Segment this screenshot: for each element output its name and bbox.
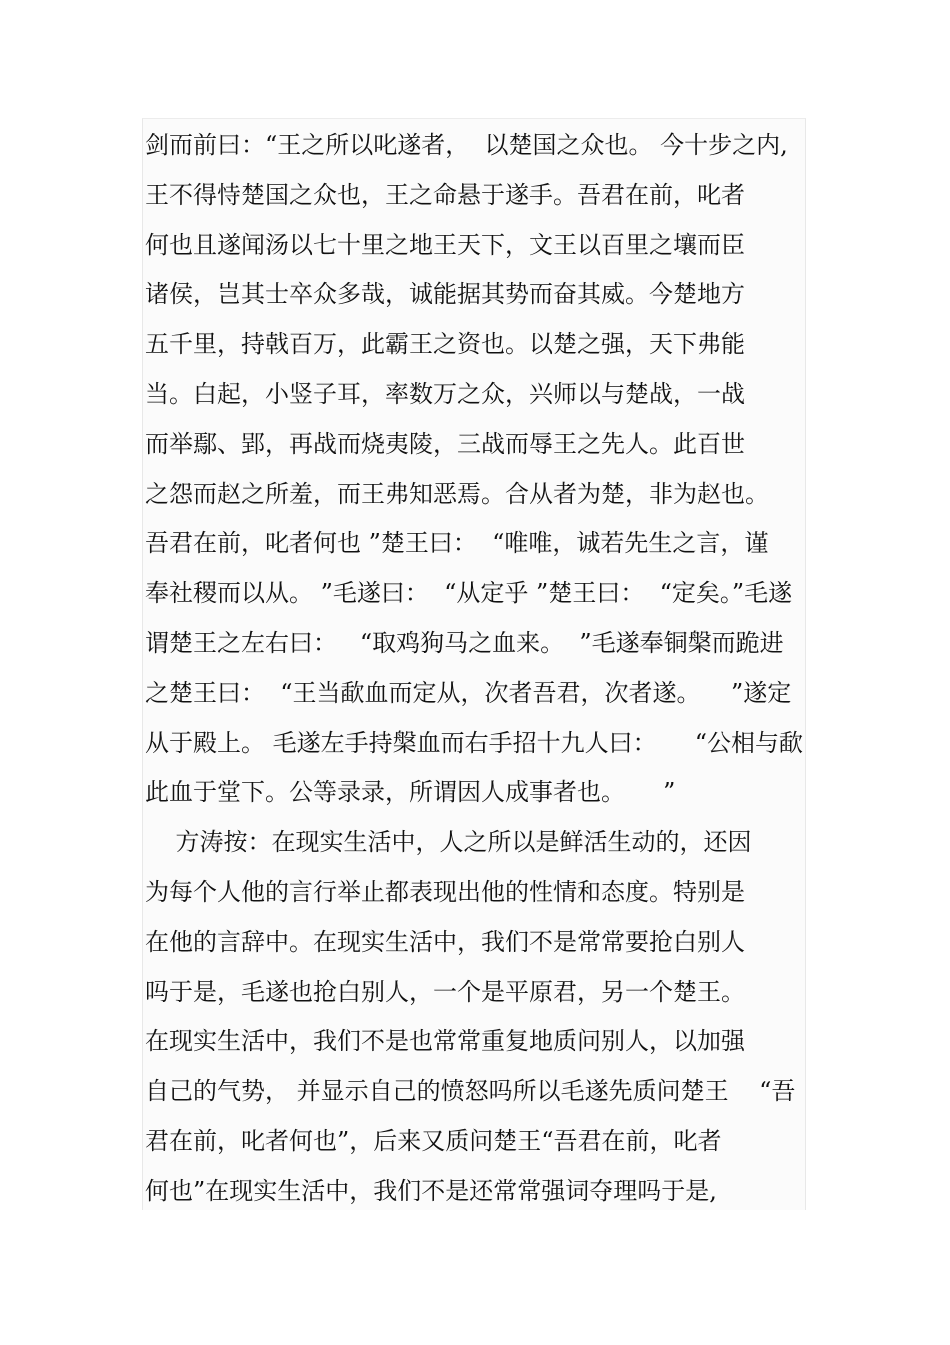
text-line: 吾君在前，叱者何也 ”楚王曰： “唯唯，诚若先生之言，谨: [145, 529, 769, 558]
text-line: 方涛按：在现实生活中，人之所以是鲜活生动的，还因: [145, 828, 752, 857]
text-line: 当。白起，小竖子耳，率数万之众，兴师以与楚战，一战: [145, 379, 745, 408]
text-line: 在现实生活中，我们不是也常常重复地质问别人，以加强: [145, 1027, 745, 1056]
document-body: [145, 121, 805, 1217]
text-line: 诸侯，岂其士卒众多哉，诚能据其势而奋其威。今楚地方: [145, 280, 745, 309]
text-line: 为每个人他的言行举止都表现出他的性情和态度。特别是: [145, 877, 745, 906]
text-line: 何也”在现实生活中，我们不是还常常强词夺理吗于是,: [145, 1176, 717, 1205]
text-line: 五千里，持戟百万，此霸王之资也。以楚之强，天下弗能: [145, 330, 745, 359]
text-line: 奉社稷而以从。 ”毛遂曰： “从定乎 ”楚王曰： “定矣。”毛遂: [145, 579, 793, 608]
text-line: 在他的言辞中。在现实生活中，我们不是常常要抢白别人: [145, 927, 745, 956]
text-line: 君在前，叱者何也”，后来又质问楚王“吾君在前，叱者: [145, 1126, 722, 1155]
text-line: 剑而前曰：“王之所以叱遂者， 以楚国之众也。 今十步之内,: [145, 131, 788, 159]
text-line: 王不得恃楚国之众也，王之命悬于遂手。吾君在前，叱者: [145, 180, 745, 209]
text-line: 自己的气势， 并显示自己的愤怒吗所以毛遂先质问楚王 “吾: [145, 1077, 796, 1106]
text-line: 之怨而赵之所羞，而王弗知恶焉。合从者为楚，非为赵也。: [145, 479, 769, 508]
text-line: 之楚王曰： “王当歃血而定从，次者吾君，次者遂。 ”遂定: [145, 678, 792, 707]
text-line: 何也且遂闻汤以七十里之地王天下，文王以百里之壤而臣: [145, 230, 745, 259]
text-line: 而举鄢、郢，再战而烧夷陵，三战而辱王之先人。此百世: [145, 429, 745, 458]
text-line: 吗于是，毛遂也抢白别人，一个是平原君，另一个楚王。: [145, 977, 745, 1006]
text-line: 谓楚王之左右曰： “取鸡狗马之血来。 ”毛遂奉铜槃而跪进: [145, 628, 784, 657]
text-line: 此血于堂下。公等录录，所谓因人成事者也。 ”: [145, 778, 676, 807]
text-line: 从于殿上。 毛遂左手持槃血而右手招十九人曰： “公相与歃: [145, 728, 804, 757]
